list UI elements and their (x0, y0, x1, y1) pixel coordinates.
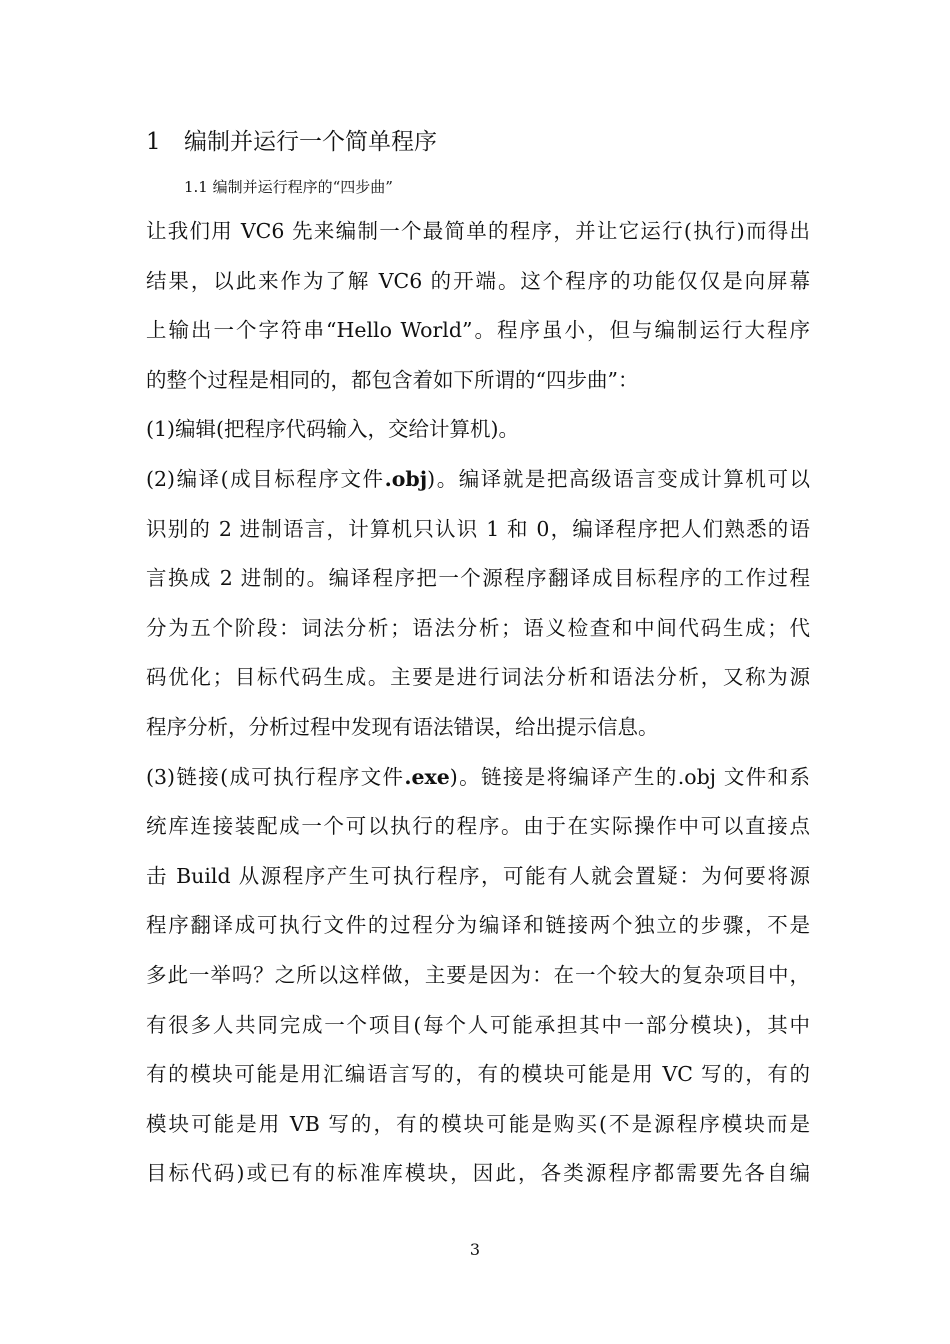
step-1-line: (1)编辑(把程序代码输入，交给计算机)。 (146, 417, 520, 442)
text-line: 上输出一个字符串“Hello World”。程序虽小，但与编制运行大程序 (146, 318, 810, 343)
text-line: 程序分析，分析过程中发现有语法错误，给出提示信息。 (146, 714, 659, 739)
text-line: 识别的 2 进制语言，计算机只认识 1 和 0，编译程序把人们熟悉的语 (146, 516, 810, 541)
step-3-line (146, 756, 810, 806)
step-2-line (146, 458, 810, 508)
text-line: 击 Build 从源程序产生可执行程序，可能有人就会置疑：为何要将源 (146, 863, 810, 888)
subsection-heading: 1.1 编制并运行程序的“四步曲” (184, 178, 393, 196)
text-line: 言换成 2 进制的。编译程序把一个源程序翻译成目标程序的工作过程 (146, 566, 810, 591)
step-2-extension: .obj (384, 466, 428, 491)
text-line: 码优化；目标代码生成。主要是进行词法分析和语法分析，又称为源 (146, 665, 810, 690)
text-line: 有的模块可能是用汇编语言写的，有的模块可能是用 VC 写的，有的 (146, 1062, 810, 1087)
text-line: 目标代码)或已有的标准库模块，因此，各类源程序都需要先各自编 (146, 1161, 810, 1186)
text-line: 结果，以此来作为了解 VC6 的开端。这个程序的功能仅仅是向屏幕 (146, 268, 810, 293)
section-number: 1 (146, 129, 161, 155)
body-text (146, 210, 810, 1202)
section-heading (146, 124, 437, 160)
step-3-prefix: (3)链接(成可执行程序文件 (146, 764, 405, 789)
text-line: 让我们用 VC6 先来编制一个最简单的程序，并让它运行(执行)而得出 (146, 219, 810, 243)
step-3-extension: .exe (404, 764, 450, 789)
step-3-suffix: )。链接是将编译产生的.obj 文件和系 (449, 764, 810, 789)
text-line: 统库连接装配成一个可以执行的程序。由于在实际操作中可以直接点 (146, 814, 810, 839)
text-line: 程序翻译成可执行文件的过程分为编译和链接两个独立的步骤，不是 (146, 913, 810, 938)
page-number: 3 (469, 1240, 481, 1259)
text-line: 有很多人共同完成一个项目(每个人可能承担其中一部分模块)，其中 (146, 1012, 810, 1037)
step-2-suffix: )。编译就是把高级语言变成计算机可以 (427, 466, 810, 491)
step-2-prefix: (2)编译(成目标程序文件 (146, 466, 385, 491)
text-line: 的整个过程是相同的，都包含着如下所谓的“四步曲”： (146, 367, 639, 392)
text-line: 分为五个阶段：词法分析；语法分析；语义检查和中间代码生成；代 (146, 615, 810, 640)
section-title: 编制并运行一个简单程序 (184, 129, 437, 155)
text-line: 模块可能是用 VB 写的，有的模块可能是购买(不是源程序模块而是 (146, 1111, 810, 1136)
text-line: 多此一举吗？之所以这样做，主要是因为：在一个较大的复杂项目中， (146, 962, 810, 987)
